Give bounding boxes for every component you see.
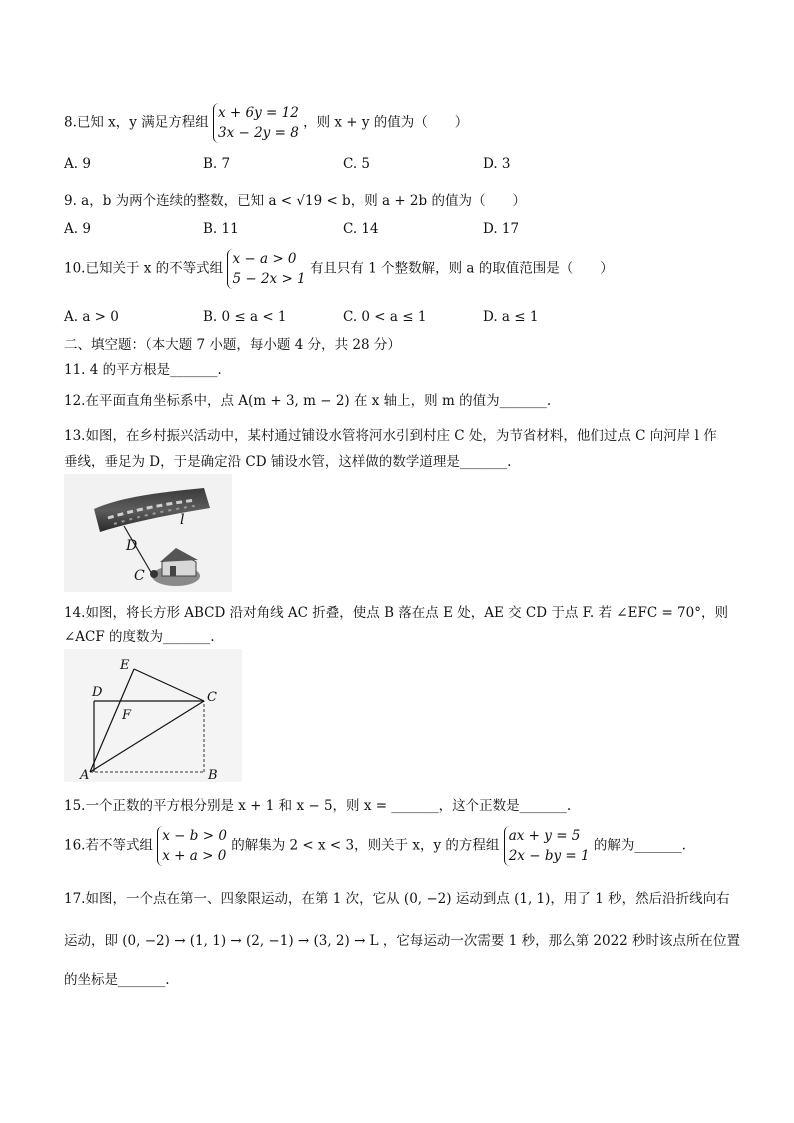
q13-line2: 垂线，垂足为 D，于是确定沿 CD 铺设水管，这样做的数学道理是_______. (64, 454, 512, 470)
q9-option-d: D. 17 (483, 221, 520, 237)
q8-option-c: C. 5 (343, 156, 371, 172)
q8-stem (64, 103, 468, 143)
section2-heading: 二、填空题：（本大题 7 小题，每小题 4 分，共 28 分） (64, 337, 401, 353)
label-a: A (80, 768, 90, 782)
q16-prefix: 16.若不等式组 (64, 837, 153, 854)
q9-option-c: C. 14 (343, 221, 379, 237)
label-d: D (126, 538, 138, 554)
q14-line1: 14.如图，将长方形 ABCD 沿对角线 AC 折叠，使点 B 落在点 E 处，AE 交 CD 于点 F. 若 ∠EFC = 70°，则 (64, 605, 728, 621)
q16-system1 (157, 826, 227, 866)
q10-stem (64, 249, 614, 289)
q8-option-b: B. 7 (203, 156, 231, 172)
label-d: D (92, 685, 103, 700)
q10-option-c: C. 0 < a ≤ 1 (343, 309, 427, 325)
label-f: F (122, 708, 132, 723)
q16-eq2: 2x − by = 1 (508, 848, 590, 864)
q16-eq1: ax + y = 5 (508, 828, 581, 844)
label-c: C (134, 568, 145, 584)
q10-option-a: A. a > 0 (64, 309, 119, 325)
q10-system (227, 249, 305, 289)
q8-option-a: A. 9 (64, 156, 91, 172)
q8-stem-suffix: ，则 x + y 的值为（ ） (303, 114, 469, 131)
river-band (94, 488, 210, 532)
q16-middle: 的解集为 2 < x < 3，则关于 x，y 的方程组 (231, 837, 500, 854)
q16-ineq1: x − b > 0 (162, 828, 227, 844)
q9-stem: 9. a，b 为两个连续的整数，已知 a < √19 < b，则 a + 2b 的值为（ ） (64, 193, 526, 209)
q16-suffix: 的解为_______. (593, 837, 686, 854)
q14-figure (64, 649, 242, 782)
q16-system2 (504, 826, 590, 866)
q9-option-a: A. 9 (64, 221, 91, 237)
q17-line1: 17.如图，一个点在第一、四象限运动，在第 1 次，它从 (0, −2) 运动到点 (1, 1)，用了 1 秒，然后沿折线向右 (64, 891, 730, 907)
q10-ineq2: 5 − 2x > 1 (232, 271, 306, 287)
folded-rectangle-diagram (64, 649, 242, 782)
q16 (64, 826, 686, 866)
q16-ineq2: x + a > 0 (162, 848, 227, 864)
q15: 15.一个正数的平方根分别是 x + 1 和 x − 5，则 x = _______，这个正数是_______. (64, 798, 572, 814)
q14-line2: ∠ACF 的度数为_______. (64, 629, 215, 645)
q8-eq1: x + 6y = 12 (218, 105, 299, 121)
q11: 11. 4 的平方根是_______. (64, 362, 222, 378)
q10-stem-suffix: 有且只有 1 个整数解，则 a 的取值范围是（ ） (309, 260, 614, 277)
q10-option-d: D. a ≤ 1 (483, 309, 539, 325)
q8-eq2: 3x − 2y = 8 (218, 125, 299, 141)
q17-line2: 运动，即 (0, −2) → (1, 1) → (2, −1) → (3, 2) → L ，它每运动一次需要 1 秒，那么第 2022 秒时该点所在位置 (64, 933, 741, 949)
q9-option-b: B. 11 (203, 221, 239, 237)
q12: 12.在平面直角坐标系中，点 A(m + 3, m − 2) 在 x 轴上，则 m 的值为_______. (64, 393, 552, 409)
q13-figure (64, 474, 232, 592)
q10-option-b: B. 0 ≤ a < 1 (203, 309, 287, 325)
q8-system (213, 103, 299, 143)
q10-ineq1: x − a > 0 (232, 251, 297, 267)
q8-option-d: D. 3 (483, 156, 511, 172)
label-c: C (207, 690, 217, 705)
q17-line3: 的坐标是_______. (64, 972, 170, 988)
label-e: E (120, 658, 130, 673)
label-l: l (180, 512, 185, 528)
q10-stem-prefix: 10.已知关于 x 的不等式组 (64, 260, 224, 277)
q8-stem-prefix: 8.已知 x，y 满足方程组 (64, 114, 209, 131)
q13-line1: 13.如图，在乡村振兴活动中，某村通过铺设水管将河水引到村庄 C 处，为节省材料，他们过点 C 向河岸 l 作 (64, 428, 717, 444)
label-b: B (208, 768, 218, 782)
river-village-illustration (64, 474, 232, 592)
